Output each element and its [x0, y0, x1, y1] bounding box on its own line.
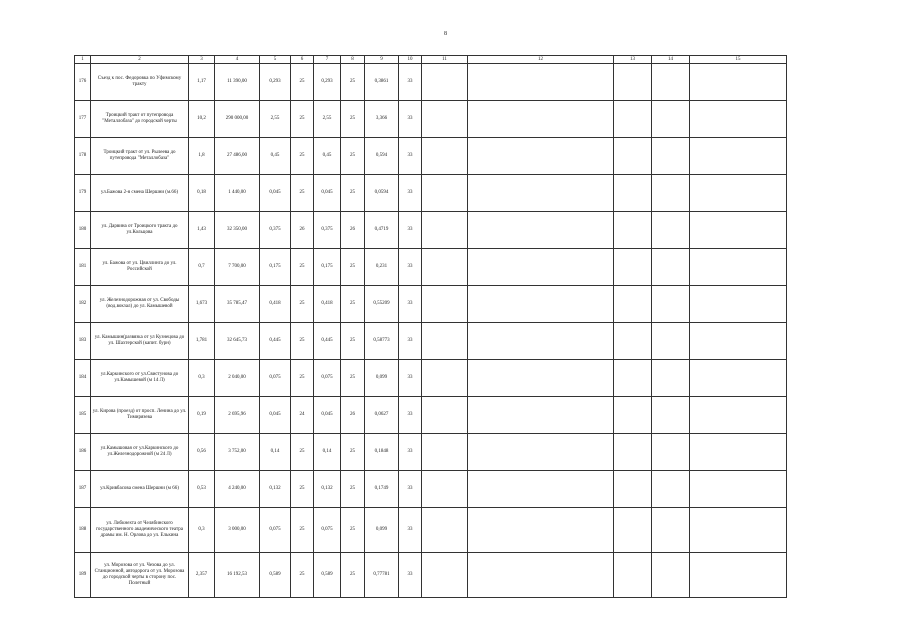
cell-c3: 1,781: [189, 323, 215, 360]
cell-empty-14: [652, 64, 690, 101]
cell-c3: 0,56: [189, 434, 215, 471]
cell-n: 186: [75, 434, 91, 471]
cell-empty-13: [614, 553, 652, 598]
cell-c3: 10,2: [189, 101, 215, 138]
cell-name: ул. Либкнехта от Челябинского государственного академического театра драмы им. Н. Орлова до ул. Елькина: [91, 508, 189, 553]
cell-c9: 0,594: [365, 138, 399, 175]
cell-empty-14: [652, 397, 690, 434]
cell-c8: 26: [341, 212, 365, 249]
table-row: [75, 64, 787, 101]
cell-c3: 1,17: [189, 64, 215, 101]
cell-c4: 11 390,00: [215, 64, 260, 101]
cell-empty-11: [422, 553, 468, 598]
table-row: [75, 323, 787, 360]
cell-c4: 7 700,00: [215, 249, 260, 286]
cell-c10: 33: [399, 212, 422, 249]
cell-c7: 0,045: [314, 397, 341, 434]
cell-n: 188: [75, 508, 91, 553]
column-header-7: 7: [314, 56, 341, 64]
cell-empty-11: [422, 397, 468, 434]
cell-c10: 33: [399, 553, 422, 598]
cell-c7: 0,445: [314, 323, 341, 360]
cell-c3: 0,3: [189, 508, 215, 553]
cell-empty-13: [614, 508, 652, 553]
cell-name: ул.Камышовая от ул.Каркинского до ул.Железнодорожной (м 24 Л): [91, 434, 189, 471]
cell-c6: 25: [291, 101, 314, 138]
cell-empty-11: [422, 360, 468, 397]
cell-c4: 35 785,47: [215, 286, 260, 323]
cell-name: ул. Бажова от ул. Цвиллинга до ул. Российской: [91, 249, 189, 286]
cell-c4: 3 000,00: [215, 508, 260, 553]
cell-c5: 0,132: [260, 471, 291, 508]
cell-c8: 25: [341, 508, 365, 553]
header-row: [75, 56, 787, 64]
cell-empty-15: [690, 212, 787, 249]
cell-c7: 0,293: [314, 64, 341, 101]
cell-name: ул.Бажова 2-я смена Шершни (м.66): [91, 175, 189, 212]
cell-c9: 0,1749: [365, 471, 399, 508]
cell-empty-15: [690, 434, 787, 471]
cell-empty-13: [614, 101, 652, 138]
cell-c3: 0,7: [189, 249, 215, 286]
cell-c10: 33: [399, 471, 422, 508]
cell-n: 187: [75, 471, 91, 508]
cell-empty-15: [690, 397, 787, 434]
cell-c9: 0,1848: [365, 434, 399, 471]
cell-empty-15: [690, 286, 787, 323]
cell-c6: 25: [291, 508, 314, 553]
cell-empty-14: [652, 249, 690, 286]
cell-empty-14: [652, 471, 690, 508]
cell-n: 176: [75, 64, 91, 101]
table-row: [75, 508, 787, 553]
cell-n: 182: [75, 286, 91, 323]
cell-c4: 32 645,73: [215, 323, 260, 360]
cell-empty-14: [652, 101, 690, 138]
cell-empty-13: [614, 323, 652, 360]
cell-c8: 26: [341, 397, 365, 434]
cell-c7: 0,132: [314, 471, 341, 508]
cell-c3: 0,3: [189, 360, 215, 397]
cell-c8: 25: [341, 286, 365, 323]
cell-c6: 25: [291, 175, 314, 212]
cell-c10: 33: [399, 360, 422, 397]
cell-empty-12: [468, 212, 614, 249]
cell-empty-12: [468, 323, 614, 360]
cell-c9: 0,58773: [365, 323, 399, 360]
column-header-12: 12: [468, 56, 614, 64]
cell-c3: 1,673: [189, 286, 215, 323]
cell-empty-14: [652, 508, 690, 553]
cell-empty-14: [652, 212, 690, 249]
cell-c4: 3 752,00: [215, 434, 260, 471]
cell-empty-11: [422, 101, 468, 138]
column-header-9: 9: [365, 56, 399, 64]
cell-c8: 25: [341, 323, 365, 360]
cell-c6: 25: [291, 249, 314, 286]
cell-c5: 0,045: [260, 175, 291, 212]
cell-name: ул. Морозова от ул. Чехова до ул. Станционной, автодорога от ул. Морозова до городской черты в сторону пос. Полетный: [91, 553, 189, 598]
cell-c6: 25: [291, 553, 314, 598]
cell-empty-12: [468, 249, 614, 286]
cell-c3: 2,357: [189, 553, 215, 598]
cell-empty-12: [468, 138, 614, 175]
cell-empty-12: [468, 434, 614, 471]
cell-c9: 0,231: [365, 249, 399, 286]
cell-c7: 0,14: [314, 434, 341, 471]
cell-empty-15: [690, 249, 787, 286]
cell-c6: 25: [291, 471, 314, 508]
cell-empty-15: [690, 175, 787, 212]
cell-c4: 2 040,00: [215, 360, 260, 397]
cell-empty-12: [468, 397, 614, 434]
cell-c3: 0,53: [189, 471, 215, 508]
cell-c3: 1,8: [189, 138, 215, 175]
cell-name: ул.Каркинского от ул.Свистунова до ул.Камышевой (м 14 Л): [91, 360, 189, 397]
cell-n: 189: [75, 553, 91, 598]
cell-c8: 25: [341, 360, 365, 397]
cell-c4: 2 695,96: [215, 397, 260, 434]
table-row: [75, 553, 787, 598]
cell-empty-11: [422, 138, 468, 175]
cell-empty-15: [690, 360, 787, 397]
cell-c6: 25: [291, 323, 314, 360]
cell-empty-12: [468, 553, 614, 598]
cell-empty-12: [468, 471, 614, 508]
cell-c7: 0,589: [314, 553, 341, 598]
cell-c7: 0,075: [314, 360, 341, 397]
cell-empty-15: [690, 64, 787, 101]
cell-c10: 33: [399, 286, 422, 323]
cell-c4: 16 192,53: [215, 553, 260, 598]
cell-c5: 0,075: [260, 360, 291, 397]
cell-name: ул. Камышин(развязка от ул Кузнецова до ул. Шахтерской (капит. бурн): [91, 323, 189, 360]
cell-empty-14: [652, 138, 690, 175]
cell-empty-13: [614, 471, 652, 508]
cell-c6: 25: [291, 360, 314, 397]
cell-empty-13: [614, 138, 652, 175]
cell-c6: 25: [291, 286, 314, 323]
cell-empty-12: [468, 175, 614, 212]
cell-c9: 0,0627: [365, 397, 399, 434]
cell-c5: 2,55: [260, 101, 291, 138]
cell-empty-13: [614, 286, 652, 323]
cell-c9: 0,4719: [365, 212, 399, 249]
cell-c10: 33: [399, 175, 422, 212]
cell-empty-11: [422, 434, 468, 471]
cell-empty-13: [614, 212, 652, 249]
cell-empty-11: [422, 249, 468, 286]
register-table: [74, 55, 787, 598]
cell-empty-11: [422, 508, 468, 553]
cell-empty-15: [690, 138, 787, 175]
cell-empty-15: [690, 101, 787, 138]
column-header-1: 1: [75, 56, 91, 64]
column-header-11: 11: [422, 56, 468, 64]
table-row: [75, 249, 787, 286]
table-row: [75, 101, 787, 138]
cell-empty-14: [652, 323, 690, 360]
cell-c10: 33: [399, 434, 422, 471]
table-row: [75, 212, 787, 249]
cell-c7: 0,418: [314, 286, 341, 323]
cell-c5: 0,293: [260, 64, 291, 101]
cell-c9: 0,77781: [365, 553, 399, 598]
cell-c8: 25: [341, 138, 365, 175]
column-header-15: 15: [690, 56, 787, 64]
cell-c4: 290 000,00: [215, 101, 260, 138]
cell-c8: 25: [341, 64, 365, 101]
column-header-13: 13: [614, 56, 652, 64]
cell-name: Съезд к пос. Федоровка по Уфимскому тракту: [91, 64, 189, 101]
cell-c10: 33: [399, 138, 422, 175]
cell-empty-13: [614, 175, 652, 212]
cell-c10: 33: [399, 397, 422, 434]
table-row: [75, 434, 787, 471]
cell-c5: 0,175: [260, 249, 291, 286]
cell-empty-12: [468, 286, 614, 323]
table-row: [75, 175, 787, 212]
column-header-8: 8: [341, 56, 365, 64]
column-header-3: 3: [189, 56, 215, 64]
cell-empty-11: [422, 64, 468, 101]
cell-empty-11: [422, 212, 468, 249]
cell-empty-13: [614, 249, 652, 286]
table-row: [75, 471, 787, 508]
cell-empty-14: [652, 553, 690, 598]
cell-empty-12: [468, 508, 614, 553]
cell-c5: 0,418: [260, 286, 291, 323]
cell-c9: 0,099: [365, 360, 399, 397]
cell-empty-11: [422, 323, 468, 360]
cell-empty-13: [614, 360, 652, 397]
cell-c5: 0,14: [260, 434, 291, 471]
cell-empty-12: [468, 64, 614, 101]
cell-c3: 1,43: [189, 212, 215, 249]
cell-c8: 25: [341, 434, 365, 471]
cell-c7: 0,45: [314, 138, 341, 175]
cell-empty-13: [614, 434, 652, 471]
cell-c6: 24: [291, 397, 314, 434]
cell-c4: 32 350,00: [215, 212, 260, 249]
cell-c3: 0,18: [189, 175, 215, 212]
cell-c10: 33: [399, 323, 422, 360]
cell-c7: 0,375: [314, 212, 341, 249]
cell-empty-13: [614, 397, 652, 434]
cell-name: ул. Дарвина от Троицкого тракта до ул.Кольцова: [91, 212, 189, 249]
cell-c4: 27 486,00: [215, 138, 260, 175]
page-number: 8: [444, 31, 447, 37]
cell-c10: 33: [399, 64, 422, 101]
cell-c5: 0,45: [260, 138, 291, 175]
table-row: [75, 286, 787, 323]
cell-n: 185: [75, 397, 91, 434]
cell-c9: 0,3861: [365, 64, 399, 101]
cell-c7: 2,55: [314, 101, 341, 138]
cell-c10: 33: [399, 508, 422, 553]
cell-c9: 0,099: [365, 508, 399, 553]
cell-n: 184: [75, 360, 91, 397]
cell-c10: 33: [399, 249, 422, 286]
cell-c7: 0,045: [314, 175, 341, 212]
cell-c8: 25: [341, 471, 365, 508]
cell-empty-15: [690, 323, 787, 360]
cell-c7: 0,075: [314, 508, 341, 553]
cell-empty-11: [422, 286, 468, 323]
cell-c5: 0,445: [260, 323, 291, 360]
cell-empty-15: [690, 508, 787, 553]
cell-empty-15: [690, 471, 787, 508]
cell-c9: 0,0594: [365, 175, 399, 212]
column-header-6: 6: [291, 56, 314, 64]
cell-empty-14: [652, 286, 690, 323]
cell-empty-11: [422, 471, 468, 508]
column-header-4: 4: [215, 56, 260, 64]
cell-empty-13: [614, 64, 652, 101]
cell-empty-11: [422, 175, 468, 212]
column-header-10: 10: [399, 56, 422, 64]
column-header-5: 5: [260, 56, 291, 64]
cell-c10: 33: [399, 101, 422, 138]
cell-c3: 0,19: [189, 397, 215, 434]
cell-c9: 3,366: [365, 101, 399, 138]
table-row: [75, 397, 787, 434]
cell-c9: 0,55209: [365, 286, 399, 323]
cell-n: 179: [75, 175, 91, 212]
cell-name: ул. Железнодорожная от ул. Свободы (вод.вокзал) до ул. Камышевой: [91, 286, 189, 323]
cell-name: Троицкий тракт от ул. Рылеева до путепровода "Металлобаза": [91, 138, 189, 175]
cell-c5: 0,375: [260, 212, 291, 249]
cell-empty-14: [652, 175, 690, 212]
cell-n: 178: [75, 138, 91, 175]
cell-c5: 0,045: [260, 397, 291, 434]
cell-c6: 25: [291, 138, 314, 175]
column-header-14: 14: [652, 56, 690, 64]
cell-empty-15: [690, 553, 787, 598]
table-row: [75, 360, 787, 397]
cell-name: Троицкий тракт от путепровода "Металлобаза" до городской черты: [91, 101, 189, 138]
cell-c8: 25: [341, 101, 365, 138]
cell-empty-12: [468, 101, 614, 138]
cell-c5: 0,075: [260, 508, 291, 553]
cell-n: 177: [75, 101, 91, 138]
cell-name: ул. Кирова (проезд) от просп. Ленина до ул. Тимирязева: [91, 397, 189, 434]
cell-c4: 1 440,00: [215, 175, 260, 212]
table-row: [75, 138, 787, 175]
cell-n: 181: [75, 249, 91, 286]
cell-c4: 4 240,00: [215, 471, 260, 508]
cell-c5: 0,589: [260, 553, 291, 598]
column-header-2: 2: [91, 56, 189, 64]
cell-empty-14: [652, 434, 690, 471]
cell-c6: 25: [291, 434, 314, 471]
cell-n: 180: [75, 212, 91, 249]
cell-c8: 25: [341, 553, 365, 598]
cell-c6: 26: [291, 212, 314, 249]
cell-empty-14: [652, 360, 690, 397]
cell-n: 183: [75, 323, 91, 360]
cell-name: ул.Кривбасова смена Шершни (м 66): [91, 471, 189, 508]
cell-c7: 0,175: [314, 249, 341, 286]
cell-c8: 25: [341, 249, 365, 286]
cell-c6: 25: [291, 64, 314, 101]
cell-empty-12: [468, 360, 614, 397]
cell-c8: 25: [341, 175, 365, 212]
